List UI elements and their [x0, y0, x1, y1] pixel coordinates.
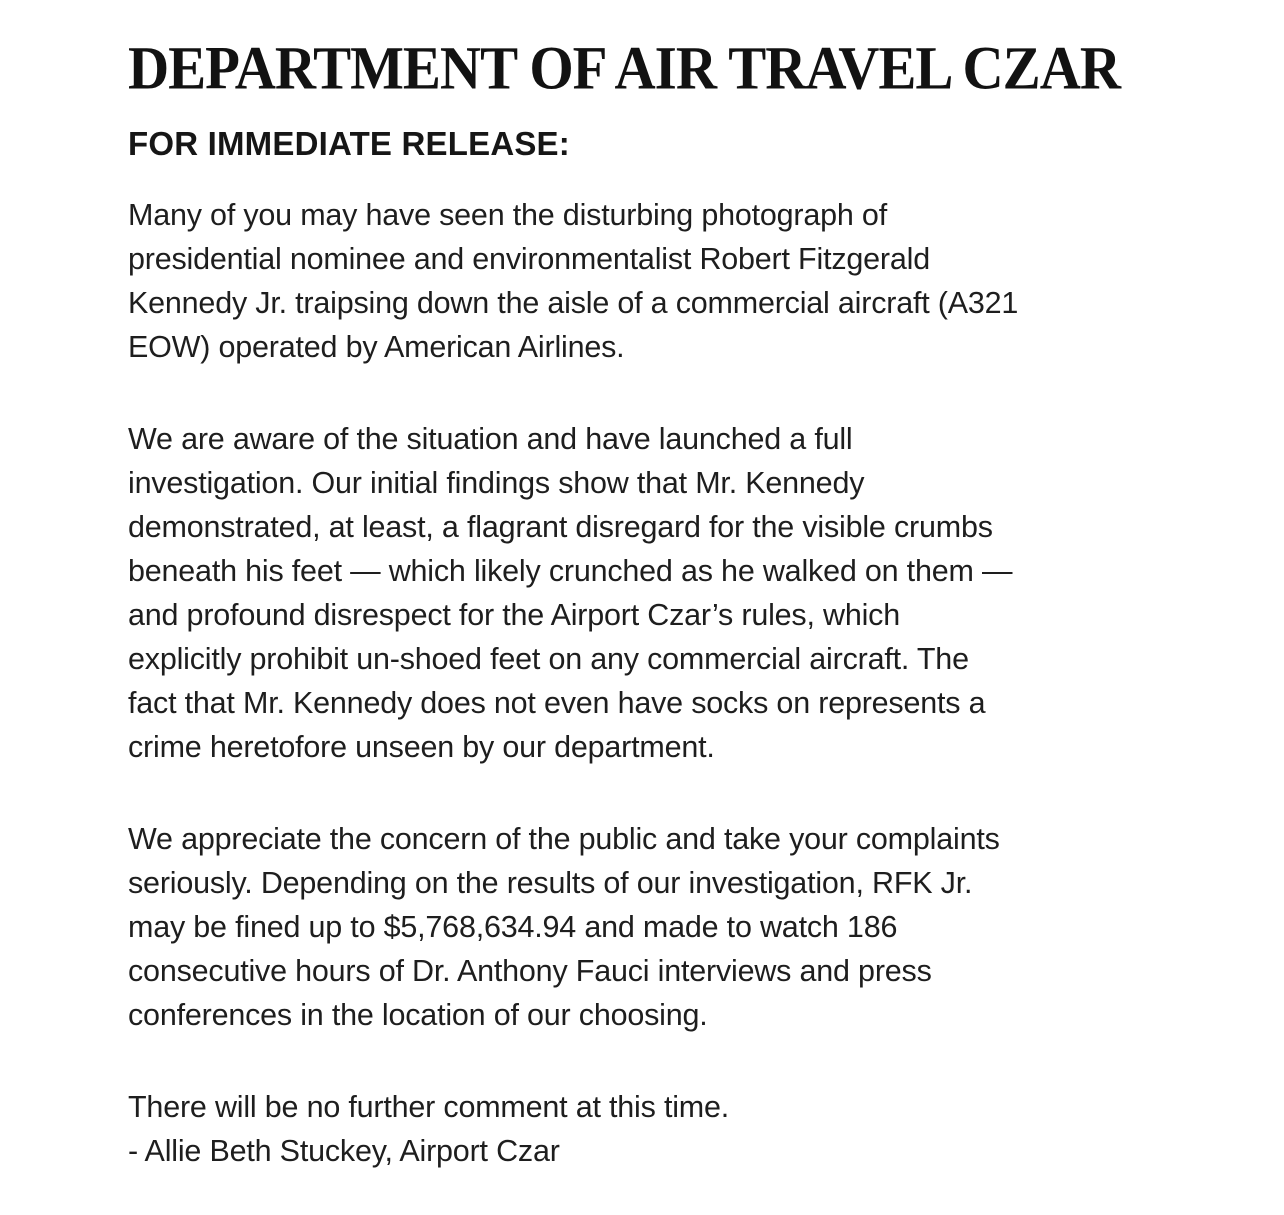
body-line: investigation. Our initial findings show that Mr. Kennedy	[128, 465, 865, 500]
document-title: DEPARTMENT OF AIR TRAVEL CZAR	[128, 34, 1121, 103]
body-line: may be fined up to $5,768,634.94 and made to watch 186	[128, 909, 898, 944]
body-line: seriously. Depending on the results of our investigation, RFK Jr.	[128, 865, 973, 900]
paragraph-3	[128, 817, 1164, 1037]
body-line: We appreciate the concern of the public and take your complaints	[128, 821, 1000, 856]
body-line: conferences in the location of our choosing.	[128, 997, 708, 1032]
paragraph-2	[128, 417, 1164, 769]
body-line: consecutive hours of Dr. Anthony Fauci interviews and press	[128, 953, 932, 988]
body-line: demonstrated, at least, a flagrant disregard for the visible crumbs	[128, 509, 993, 544]
closing-statement: There will be no further comment at this time.	[128, 1089, 730, 1124]
body-line: and profound disrespect for the Airport Czar’s rules, which	[128, 597, 900, 632]
for-immediate-release-label: FOR IMMEDIATE RELEASE:	[128, 124, 570, 162]
paragraph-1	[128, 193, 1164, 369]
closing-paragraph	[128, 1085, 1164, 1173]
body-line: EOW) operated by American Airlines.	[128, 329, 625, 364]
body-line: fact that Mr. Kennedy does not even have socks on represents a	[128, 685, 986, 720]
body-line: Kennedy Jr. traipsing down the aisle of a commercial aircraft (A321	[128, 285, 1019, 320]
signature-line: - Allie Beth Stuckey, Airport Czar	[128, 1133, 560, 1168]
body-line: We are aware of the situation and have launched a full	[128, 421, 853, 456]
body-line: explicitly prohibit un-shoed feet on any commercial aircraft. The	[128, 641, 969, 676]
body-line: presidential nominee and environmentalist Robert Fitzgerald	[128, 241, 930, 276]
body-line: beneath his feet — which likely crunched as he walked on them —	[128, 553, 1013, 588]
body-line: Many of you may have seen the disturbing photograph of	[128, 197, 887, 232]
body-line: crime heretofore unseen by our department.	[128, 729, 715, 764]
